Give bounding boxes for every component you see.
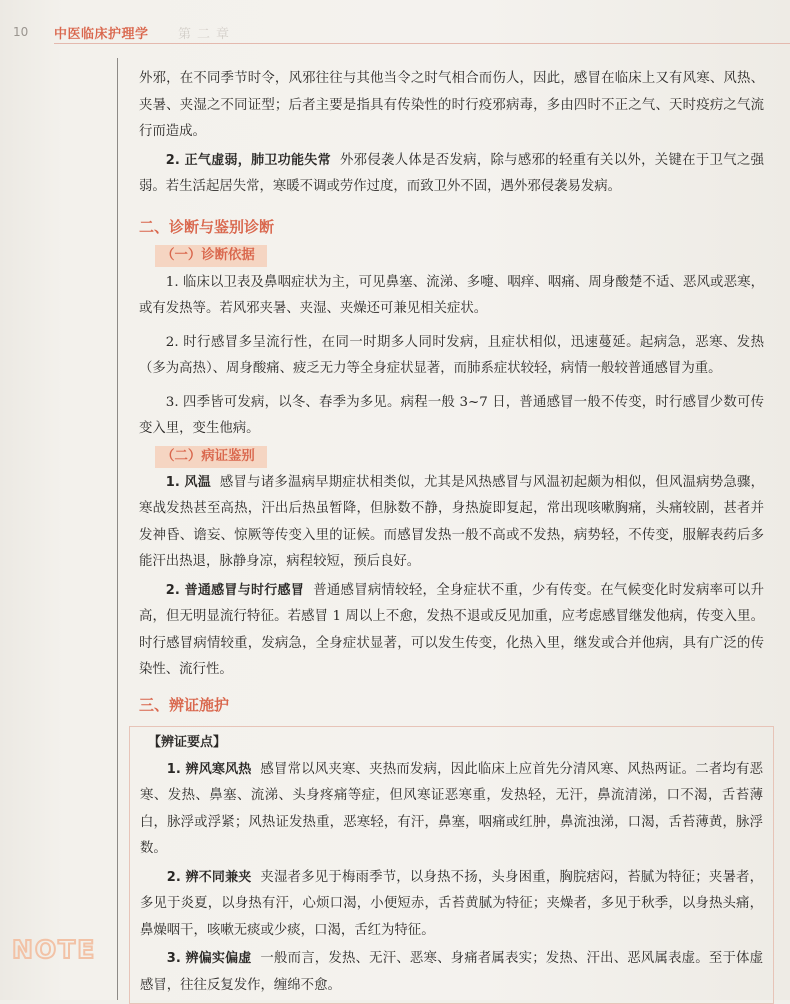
item-text: 感冒与诸多温病早期症状相类似，尤其是风热感冒与风温初起颇为相似，但风温病势急骤，寒战发热甚至高热，汗出后热虽暂降，但脉数不静，身热旋即复起，常出现咳嗽胸痛，头痛较剧，甚者并发神昏、谵妄、惊厥等传变入里的证候。而感冒发热一般不高或不发热，病势轻，不传变，服解表药后多能汗出热退，脉静身凉，病程较短，预后良好。 [139, 475, 764, 570]
section-title: 三、辨证施护 [139, 690, 764, 720]
subsection-title-text: （二）病证鉴别 [155, 446, 267, 468]
paragraph: 2. 时行感冒多呈流行性，在同一时期多人同时发病，且症状相似，迅速蔓延。起病急，恶寒、发热（多为高热）、周身酸痛、疲乏无力等全身症状显著，而肺系症状较轻，病情一般较普通感冒为重。 [139, 330, 764, 383]
item-text: 外邪侵袭人体是否发病，除与感邪的轻重有关以外，关键在于卫气之强弱。若生活起居失常，寒暖不调或劳作过度，而致卫外不固，遇外邪侵袭易发病。 [139, 153, 764, 195]
main-content [139, 66, 764, 1004]
paragraph [139, 148, 764, 201]
paragraph [140, 946, 763, 999]
section-title: 二、诊断与鉴别诊断 [139, 212, 764, 242]
item-label: 2. 正气虚弱，肺卫功能失常 [166, 153, 331, 168]
chapter-mark: 第二章 [178, 23, 235, 42]
book-title: 中医临床护理学 [54, 23, 149, 42]
subsection-title-text: （一）诊断依据 [155, 245, 267, 267]
subsection-title [139, 244, 764, 268]
paragraph: 外邪，在不同季节时令，风邪往往与其他当令之时气相合而伤人，因此，感冒在临床上又有风寒、风热、夹暑、夹湿之不同证型；后者主要是指具有传染性的时行疫邪病毒，多由四时不正之气、天时疫疠之气流行而造成。 [139, 66, 764, 146]
subsection-title [139, 445, 764, 469]
item-text: 感冒常以风夹寒、夹热而发病，因此临床上应首先分清风寒、风热两证。二者均有恶寒、发热、鼻塞、流涕、头身疼痛等症，但风寒证恶寒重，发热轻，无汗，鼻流清涕，口不渴，舌苔薄白，脉浮或浮紧；风热证发热重，恶寒轻，有汗，鼻塞，咽痛或红肿，鼻流浊涕，口渴，舌苔薄黄，脉浮数。 [140, 762, 763, 857]
item-text: 普通感冒病情较轻，全身症状不重，少有传变。在气候变化时发病率可以升高，但无明显流行特征。若感冒 1 周以上不愈，发热不退或反见加重，应考虑感冒继发他病，传变入里。时行感冒病情较重，发病急，全身症状显著，可以发生传变，化热入里，继发或合并他病，具有广泛的传染性、流行性。 [139, 583, 764, 678]
paragraph [140, 865, 763, 945]
item-text: 夹湿者多见于梅雨季节，以身热不扬，头身困重，胸脘痞闷，苔腻为特征；夹暑者，多见于炎夏，以身热有汗，心烦口渴，小便短赤，舌苔黄腻为特征；夹燥者，多见于秋季，以身热头痛，鼻燥咽干，咳嗽无痰或少痰，口渴，舌红为特征。 [140, 870, 763, 938]
item-text: 一般而言，发热、无汗、恶寒、身痛者属表实；发热、汗出、恶风属表虚。至于体虚感冒，往往反复发作，缠绵不愈。 [140, 951, 763, 993]
paragraph: 1. 临床以卫表及鼻咽症状为主，可见鼻塞、流涕、多嚏、咽痒、咽痛、周身酸楚不适、恶风或恶寒，或有发热等。若风邪夹暑、夹湿、夹燥还可兼见相关症状。 [139, 270, 764, 323]
item-label: 1. 辨风寒风热 [167, 762, 252, 777]
paragraph [139, 470, 764, 576]
item-label: 2. 辨不同兼夹 [167, 870, 252, 885]
keypoints-box [129, 726, 774, 1004]
paragraph: 3. 四季皆可发病，以冬、春季为多见。病程一般 3~7 日，普通感冒一般不传变，时行感冒少数可传变入里，变生他病。 [139, 390, 764, 443]
paragraph [140, 757, 763, 863]
page-number: 10 [13, 25, 28, 39]
margin-line [117, 58, 118, 1000]
item-label: 1. 风温 [166, 475, 211, 490]
page-header [0, 0, 790, 56]
paragraph [139, 578, 764, 684]
keypoints-title: 【辨证要点】 [148, 729, 226, 757]
header-rule [54, 43, 790, 44]
item-label: 3. 辨偏实偏虚 [167, 951, 252, 966]
note-logo: NOTE [12, 935, 96, 964]
item-label: 2. 普通感冒与时行感冒 [166, 583, 304, 598]
